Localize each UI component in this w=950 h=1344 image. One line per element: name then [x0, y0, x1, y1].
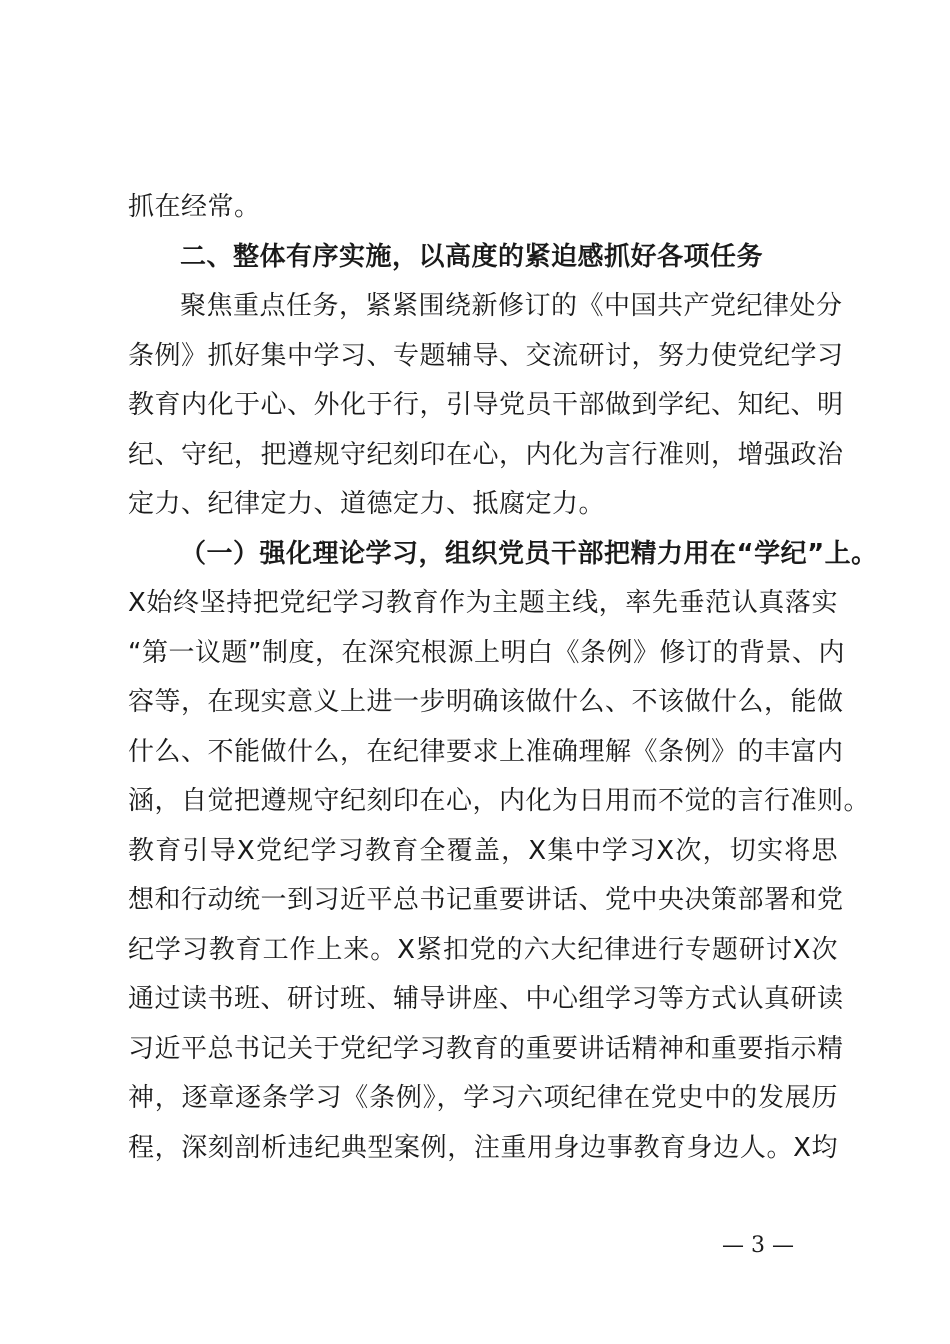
text-line: 什么、不能做什么，在纪律要求上准确理解《条例》的丰富内 [128, 736, 844, 767]
subsection-heading: （一）强化理论学习，组织党员干部把精力用在“学纪”上。 [180, 538, 878, 569]
text-line: 想和行动统一到习近平总书记重要讲话、党中央决策部署和党 [128, 885, 844, 915]
text-line: 条例》抓好集中学习、专题辅导、交流研讨，努力使党纪学习 [128, 340, 844, 371]
text-line: 程，深刻剖析违纪典型案例，注重用身边事教育身边人。X均 [128, 1132, 838, 1163]
text-line: 通过读书班、研讨班、辅导讲座、中心组学习等方式认真研读 [128, 984, 844, 1014]
text-line: 抓在经常。 [128, 192, 261, 222]
page-number: — 3 — [722, 1233, 794, 1258]
text-line: 聚焦重点任务，紧紧围绕新修订的《中国共产党纪律处分 [180, 291, 843, 321]
text-line: 纪、守纪，把遵规守纪刻印在心，内化为言行准则，增强政治 [128, 439, 844, 470]
text-line: 容等，在现实意义上进一步明确该做什么、不该做什么，能做 [128, 687, 844, 717]
text-line: “第一议题”制度，在深究根源上明白《条例》修订的背景、内 [128, 637, 845, 668]
text-line: 涵，自觉把遵规守纪刻印在心，内化为日用而不觉的言行准则。 [128, 786, 871, 816]
text-line: 纪学习教育工作上来。X紧扣党的六大纪律进行专题研讨X次 [128, 934, 838, 965]
text-line: 教育引导X党纪学习教育全覆盖，X集中学习X次，切实将思 [128, 835, 838, 866]
text-line: 定力、纪律定力、道德定力、抵腐定力。 [128, 489, 606, 519]
text-line: 教育内化于心、外化于行，引导党员干部做到学纪、知纪、明 [128, 390, 844, 420]
text-line: X始终坚持把党纪学习教育作为主题主线，率先垂范认真落实 [128, 588, 838, 618]
section-heading: 二、整体有序实施，以高度的紧迫感抓好各项任务 [180, 241, 764, 272]
document-body [128, 183, 878, 1173]
text-line: 神，逐章逐条学习《条例》，学习六项纪律在党史中的发展历 [128, 1083, 838, 1113]
text-line: 习近平总书记关于党纪学习教育的重要讲话精神和重要指示精 [128, 1033, 844, 1064]
